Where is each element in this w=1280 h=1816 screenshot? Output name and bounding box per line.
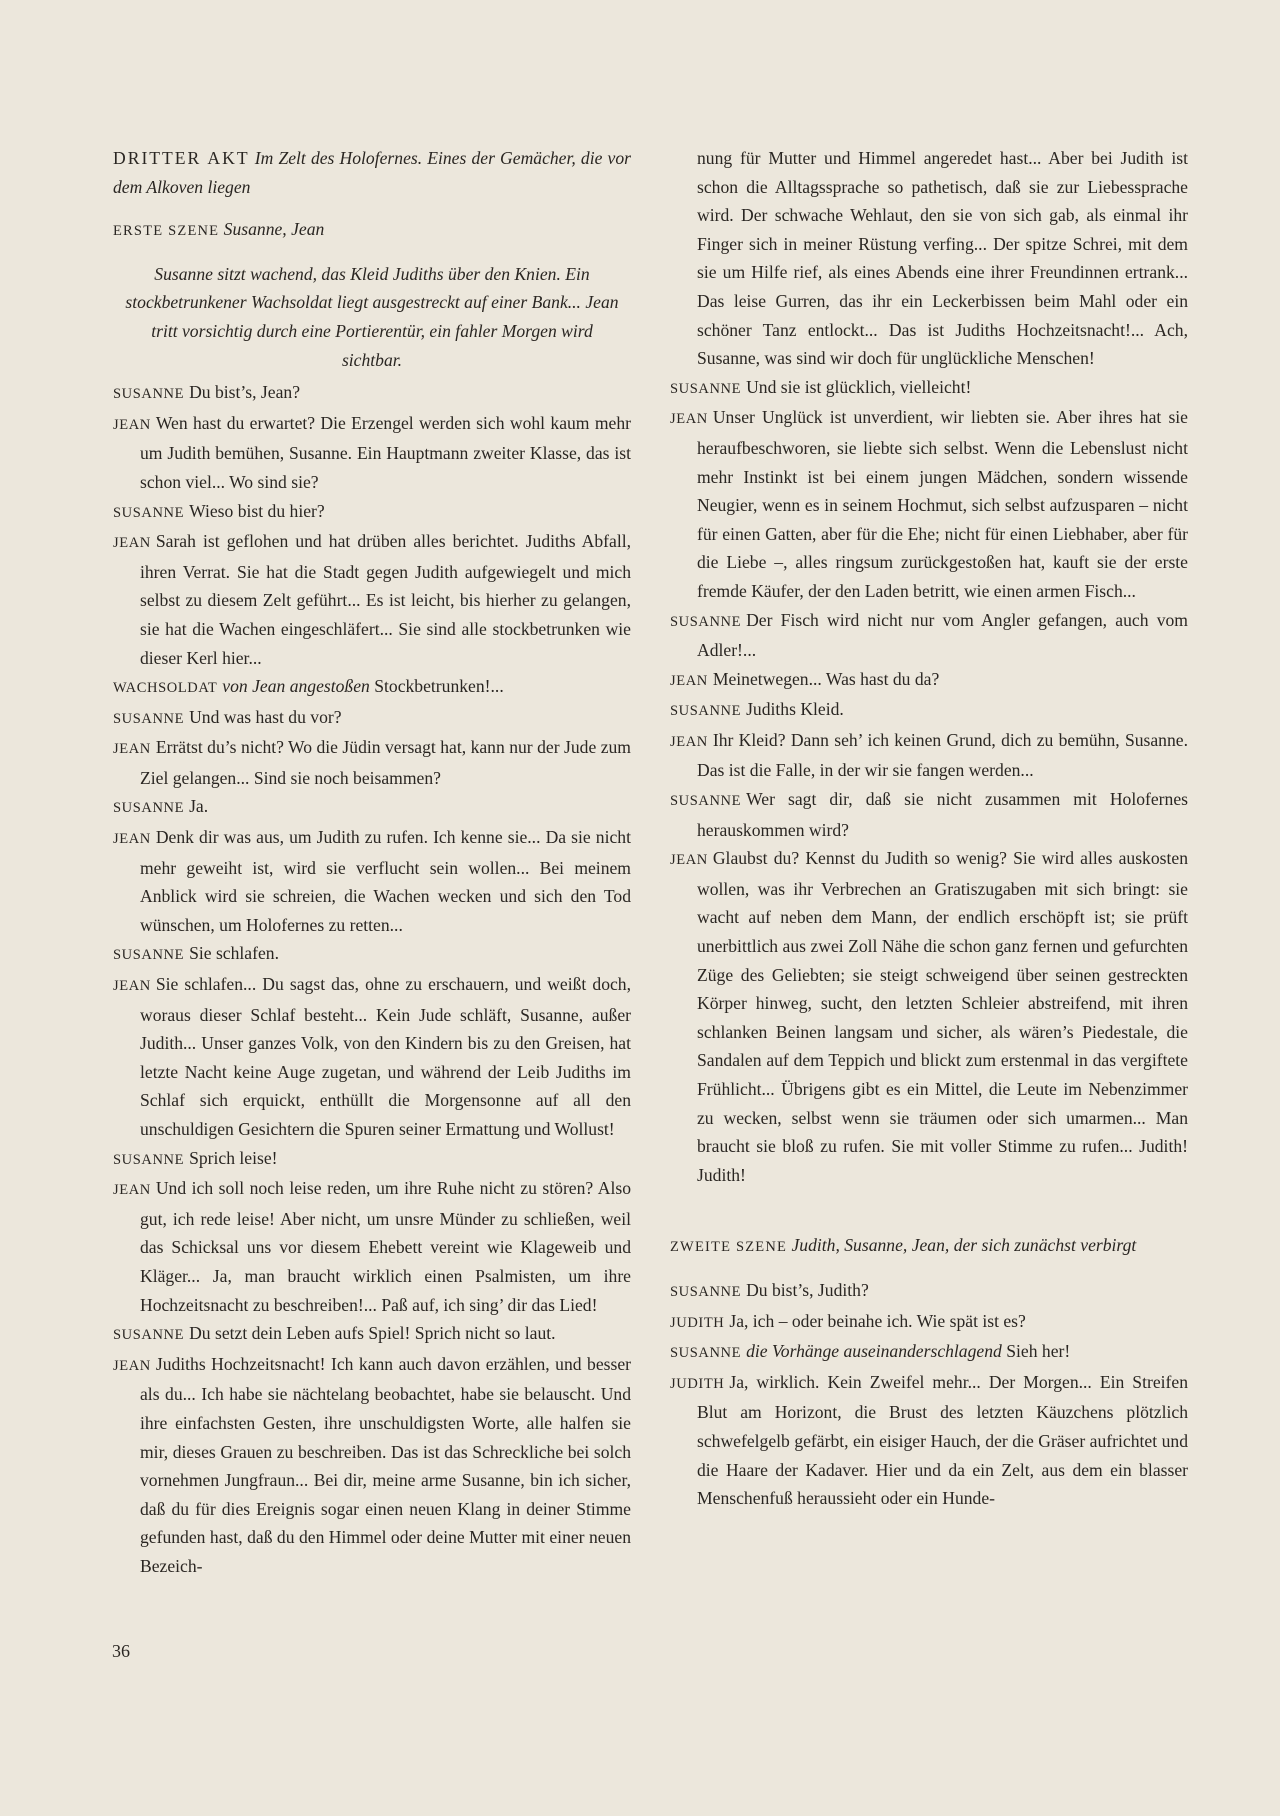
dialogue-line [113, 1174, 631, 1319]
act-heading [113, 144, 631, 201]
speaker-name: SUSANNE [113, 947, 185, 964]
scene-label: ERSTE SZENE [113, 223, 220, 240]
speech-text: Sie schlafen. [189, 943, 279, 964]
dialogue-line [670, 606, 1188, 665]
speaker-name: JEAN [670, 733, 708, 750]
dialogue-line [670, 1368, 1188, 1513]
dialogue-right-scene2 [670, 1276, 1188, 1513]
dialogue-line [113, 970, 631, 1144]
speech-text: Wen hast du erwartet? Die Erzengel werden sich wohl kaum mehr um Judith bemühen, Susanne. Ein Hauptmann zweiter Klasse, das ist schon viel... Wo sind sie? [140, 412, 631, 492]
speaker-name: WACHSOLDAT [113, 680, 218, 697]
dialogue-line [670, 1276, 1188, 1307]
speaker-name: SUSANNE [113, 710, 185, 727]
speech-text: Unser Unglück ist unverdient, wir liebten sie. Aber ihres hat sie heraufbeschworen, sie liebte sich selbst. Wenn die Lebenslust nicht mehr Instinkt ist bei einem jungen Mädchen, sondern wissende Neugier, wenn es in seinem Hochmut, sich selbst aufzusparen – nicht für einen Gatten, aber für die Ehe; nicht für einen Liebhaber, aber für die Liebe –, alles ringsum zurückgestoßen hat, kauft sie der erste fremde Käufer, der den Laden betritt, wie einen armen Fisch... [697, 407, 1188, 601]
speaker-name: JUDITH [670, 1375, 725, 1392]
speaker-name: JEAN [670, 411, 708, 428]
speech-text: Stockbetrunken!... [374, 676, 504, 697]
speech-text: Meinetwegen... Was hast du da? [712, 668, 940, 689]
dialogue-line [670, 695, 1188, 726]
dialogue-line [670, 726, 1188, 785]
stage-direction: Susanne sitzt wachend, das Kleid Judiths über den Knien. Ein stockbetrunkener Wachsoldat liegt ausgestreckt auf einer Bank... Jean tritt vorsichtig durch eine Portierentür, ein fahler Morgen wird sichtbar. [125, 263, 619, 370]
speech-continuation: nung für Mutter und Himmel angeredet hast... Aber bei Judith ist schon die Alltagssprache so pathetisch, daß sie zur Liebessprache wird. Der schwache Wehlaut, den sie von sich gab, als einmal ihr Finger sich in meiner Rüstung verfing... Der spitze Schrei, mit dem sie um Hilfe rief, als eines Abends eine ihrer Freundinnen ertrank... Das leise Gurren, das ihr ein Leckerbissen beim Mahl oder ein schöner Tanz entlockt... Das ist Judiths Hochzeitsnacht!... Ach, Susanne, was sind wir doch für unglückliche Menschen! [697, 148, 1188, 369]
speech-text: Sieh her! [1006, 1341, 1071, 1362]
dialogue-line [113, 823, 631, 939]
scene-heading-2 [670, 1231, 1188, 1262]
dialogue-line [113, 378, 631, 409]
speaker-name: JEAN [113, 831, 151, 848]
dialogue-line [113, 1350, 631, 1581]
speaker-name: SUSANNE [670, 703, 742, 720]
act-label: DRITTER AKT [113, 148, 250, 168]
speech-text: Judiths Kleid. [746, 699, 844, 720]
page-number: 36 [112, 1641, 130, 1661]
speaker-name: SUSANNE [670, 1283, 742, 1300]
speaker-name: JEAN [113, 741, 151, 758]
speaker-name: SUSANNE [113, 1151, 185, 1168]
speech-text: Und sie ist glücklich, vielleicht! [746, 376, 972, 397]
speech-text: Und was hast du vor? [189, 706, 342, 727]
dialogue-line [113, 409, 631, 497]
dialogue-line [670, 665, 1188, 696]
scene-label: ZWEITE SZENE [670, 1239, 788, 1256]
speech-text: Errätst du’s nicht? Wo die Jüdin versagt hat, kann nur der Jude zum Ziel gelangen... Sind sie noch beisammen? [140, 737, 631, 788]
dialogue-line [113, 672, 631, 703]
speaker-name: JEAN [670, 852, 708, 869]
stage-direction-inline: die Vorhänge auseinanderschlagend [746, 1341, 1002, 1362]
speech-text: Ihr Kleid? Dann seh’ ich keinen Grund, dich zu bemühn, Susanne. Das ist die Falle, in der wir sie fangen werden... [697, 729, 1188, 781]
speech-text: Denk dir was aus, um Judith zu rufen. Ich kenne sie... Da sie nicht mehr geweiht ist, wird sie verflucht sein wollen... Bei meinem Anblick wird sie schreien, die Wachen wecken und sich den Tod wünschen, um Holofernes zu retten... [140, 827, 631, 935]
speaker-name: JEAN [670, 672, 708, 689]
dialogue-left [113, 378, 631, 1580]
dialogue-line [113, 939, 631, 970]
stage-direction-inline: von Jean angestoßen [222, 676, 370, 697]
dialogue-line [670, 785, 1188, 844]
dialogue-line [113, 1144, 631, 1175]
speaker-name: JEAN [113, 416, 151, 433]
dialogue-line [670, 373, 1188, 404]
dialogue-line [113, 1319, 631, 1350]
speech-text: Wieso bist du hier? [189, 500, 325, 521]
speech-text: Du bist’s, Jean? [189, 382, 301, 403]
right-column [670, 144, 1188, 1513]
dialogue-right [670, 373, 1188, 1190]
speaker-name: SUSANNE [113, 1327, 185, 1344]
speech-text: Du setzt dein Leben aufs Spiel! Sprich nicht so laut. [189, 1323, 556, 1344]
speech-text: Glaubst du? Kennst du Judith so wenig? Sie wird alles auskosten wollen, was ihr Verbrechen an Gratiszugaben mit sich bringt: sie wacht auf neben dem Mann, der endlich erschöpft ist; sie prüft unerbittlich aus zwei Zoll Nähe die schon ganz fernen und gefurchten Züge des Geliebten; sie steigt schweigend über seinen gestreckten Körper hinweg, sucht, den letzten Schleier abstreifend, mit ihren schlanken Beinen langsam und sicher, als wären’s Piedestale, die Sandalen auf dem Teppich und blickt zum erstenmal in das vergiftete Frühlicht... Übrigens gibt es ein Mittel, die Leute im Nebenzimmer zu wecken, selbst wenn sie träumen oder sich umarmen... Man braucht sie bloß zu rufen. Sie mit voller Stimme zu rufen... Judith! Judith! [697, 848, 1188, 1185]
speaker-name: JUDITH [670, 1314, 725, 1331]
speech-text: Ja, wirklich. Kein Zweifel mehr... Der Morgen... Ein Streifen Blut am Horizont, die Brust des letzten Käuzchens plötzlich schwefelgelb gefärbt, ein eisiger Hauch, der die Gräser aufrichtet und die Haare der Kadaver. Hier und da ein Zelt, aus dem ein blasser Menschenfuß heraussieht oder ein Hunde- [697, 1371, 1188, 1509]
left-column [113, 144, 631, 1581]
speaker-name: JEAN [113, 1357, 151, 1374]
dialogue-line [670, 844, 1188, 1189]
dialogue-line [670, 1307, 1188, 1338]
speech-text: Wer sagt dir, daß sie nicht zusammen mit Holofernes herauskommen wird? [697, 789, 1188, 840]
speaker-name: SUSANNE [670, 613, 742, 630]
dialogue-line [113, 792, 631, 823]
speaker-name: SUSANNE [113, 800, 185, 817]
dialogue-line [670, 403, 1188, 605]
speaker-name: JEAN [113, 535, 151, 552]
speaker-name: SUSANNE [670, 1345, 742, 1362]
speech-text: Ja, ich – oder beinahe ich. Wie spät ist es? [729, 1310, 1026, 1331]
speech-text: Sprich leise! [189, 1147, 278, 1168]
speaker-name: SUSANNE [113, 386, 185, 403]
dialogue-line [113, 733, 631, 792]
speaker-name: SUSANNE [113, 504, 185, 521]
speaker-name: JEAN [113, 1182, 151, 1199]
speech-text: Der Fisch wird nicht nur vom Angler gefangen, auch vom Adler!... [697, 609, 1188, 661]
speech-text: Judiths Hochzeitsnacht! Ich kann auch davon erzählen, und besser als du... Ich habe sie nächtelang beobachtet, habe sie belauscht. Und ihre einfachsten Gesten, ihre unschuldigsten Worte, alle halfen sie mir, dieses Grauen zu beschreiben. Das ist das Schreckliche bei solch vornehmen Jungfraun... Bei dir, meine arme Susanne, bin ich sicher, daß du für dies Ereignis sogar einen neuen Klang in deiner Stimme gefunden hast, daß du den Himmel oder deine Mutter mit einer neuen Bezeich- [140, 1353, 631, 1576]
speaker-name: SUSANNE [670, 793, 742, 810]
speaker-name: SUSANNE [670, 380, 742, 397]
dialogue-line [113, 703, 631, 734]
dialogue-line [113, 527, 631, 672]
speech-text: Ja. [189, 796, 209, 817]
speech-text: Und ich soll noch leise reden, um ihre Ruhe nicht zu stören? Also gut, ich rede leise! Aber nicht, um unsre Münder zu schließen, weil das Schicksal uns vor diesem Ehebett vereint wie Klageweib und Kläger... Ja, man braucht wirklich einen Psalmisten, um ihre Hochzeitsnacht zu beschreiben!... Paß auf, ich sing’ dir das Lied! [140, 1178, 631, 1315]
dialogue-line [113, 497, 631, 528]
scene-heading-1 [113, 215, 631, 246]
act-setting: Im Zelt des Holofernes. Eines der Gemächer, die vor dem Alkoven liegen [113, 148, 631, 197]
speech-text: Du bist’s, Judith? [746, 1279, 869, 1300]
speaker-name: JEAN [113, 978, 151, 995]
speech-text: Sarah ist geflohen und hat drüben alles berichtet. Judiths Abfall, ihren Verrat. Sie hat die Stadt gegen Judith aufgewiegelt und mich selbst zu diesem Zelt geführt... Es ist leicht, bis hierher zu gelangen, sie hat die Wachen eingeschläfert... Sie sind alle stockbetrunken wie dieser Kerl hier... [140, 531, 631, 668]
speech-text: Sie schlafen... Du sagst das, ohne zu erschauern, und weißt doch, woraus dieser Schlaf besteht... Kein Jude schläft, Susanne, außer Judith... Unser ganzes Volk, von den Kindern bis zu den Greisen, hat letzte Nacht keine Auge zugetan, und während der Leib Judiths im Schlaf sich erquickt, enthüllt die Morgensonne auf all den unschuldigen Gesichtern die Spuren seiner Ermattung und Wollust! [140, 974, 631, 1139]
scene-persons: Judith, Susanne, Jean, der sich zunächst verbirgt [791, 1235, 1137, 1256]
scene-persons: Susanne, Jean [223, 219, 325, 240]
dialogue-line [670, 1337, 1188, 1368]
